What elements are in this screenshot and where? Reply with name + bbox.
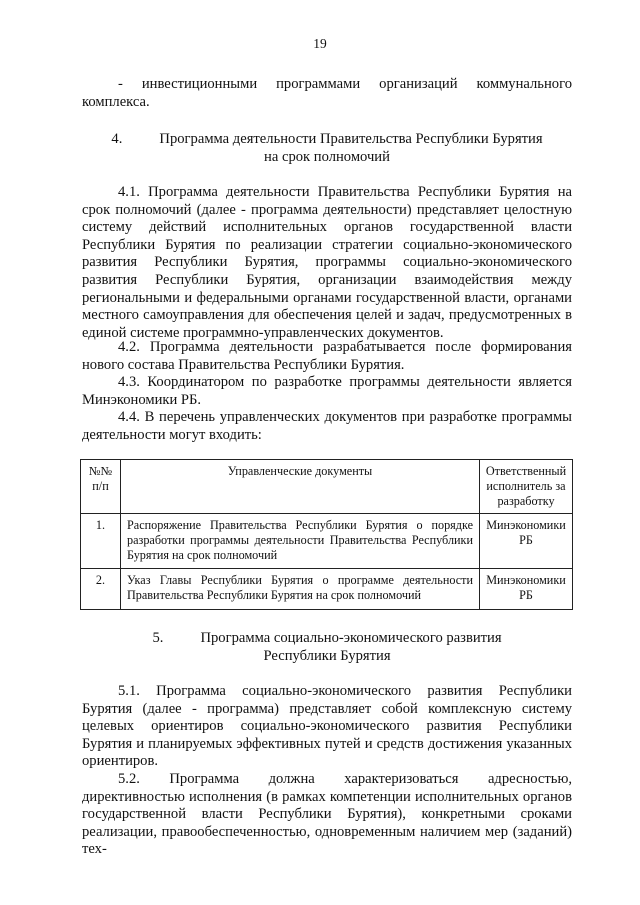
paragraph-4-3: 4.3. Координатором по разработке программы деятельности является Минэкономики РБ.	[82, 374, 572, 408]
section-5-number: 5.	[152, 630, 164, 646]
header-responsible: Ответственный исполнитель за разработку	[480, 460, 573, 514]
table-row	[81, 569, 573, 610]
table-header-row	[81, 460, 573, 514]
section-5-heading	[82, 630, 572, 665]
management-documents-table	[80, 459, 573, 610]
row-number: 2.	[81, 569, 121, 610]
row-number: 1.	[81, 514, 121, 569]
section-4-title-line2: на срок полномочий	[264, 148, 390, 165]
page-number: 19	[313, 36, 327, 51]
paragraph-5-2: 5.2. Программа должна характеризоваться адресностью, директивностью исполнения (в рамках компетенции исполнительных органов государственной власти Республики Бурятия), конкретными сроками реализации, правообеспеченностью, одновременным наличием мер (заданий) тех-	[82, 771, 572, 858]
section-4-heading	[82, 131, 572, 166]
header-number: №№ п/п	[81, 460, 121, 514]
section-5-title-line1: Программа социально-экономического развития	[200, 630, 502, 646]
row-responsible: Минэкономики РБ	[480, 514, 573, 569]
row-document: Указ Главы Республики Бурятия о программе деятельности Правительства Республики Бурятия на срок полномочий	[121, 569, 480, 610]
intro-paragraph: - инвестиционными программами организаций коммунального комплекса.	[82, 76, 572, 110]
paragraph-4-1: 4.1. Программа деятельности Правительства Республики Бурятия на срок полномочий (далее - программа деятельности) представляет целостную систему действий исполнительных органов государственной власти Республики Бурятия по реализации стратегии социально-экономического развития Республики Бурятия, программы социально-экономического развития Республики Бурятия, организации взаимодействия между региональными и федеральными органами государственной власти, органами местного самоуправления для обеспечения целей и задач, предусмотренных в единой системе программно-управленческих документов.	[82, 184, 572, 341]
row-responsible: Минэкономики РБ	[480, 569, 573, 610]
header-documents: Управленческие документы	[121, 460, 480, 514]
paragraph-4-2: 4.2. Программа деятельности разрабатывается после формирования нового состава Правительства Республики Бурятия.	[82, 339, 572, 373]
paragraph-4-4: 4.4. В перечень управленческих документов при разработке программы деятельности могут входить:	[82, 409, 572, 443]
table-row	[81, 514, 573, 569]
row-document: Распоряжение Правительства Республики Бурятия о порядке разработки программы деятельности Правительства Республики Бурятия на срок полномочий	[121, 514, 480, 569]
section-4-title-line1: Программа деятельности Правительства Республики Бурятия	[159, 131, 543, 147]
section-4-number: 4.	[111, 131, 123, 147]
section-5-title-line2: Республики Бурятия	[263, 647, 391, 664]
paragraph-5-1: 5.1. Программа социально-экономического развития Республики Бурятия (далее - программа) представляет собой комплексную систему целевых ориентиров социально-экономического развития Республики Бурятия и планируемых эффективных путей и средств достижения указанных ориентиров.	[82, 683, 572, 770]
